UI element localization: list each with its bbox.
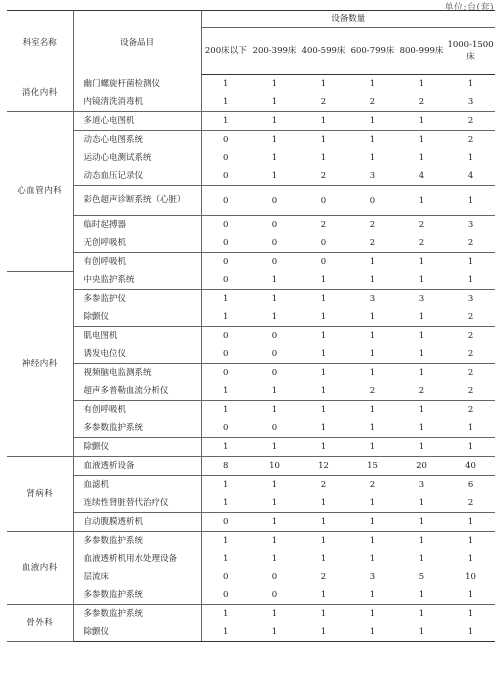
equipment-name: 肌电图机 [73, 327, 201, 346]
quantity-cell: 1 [250, 308, 299, 327]
quantity-cell: 1 [299, 112, 348, 131]
table-row [7, 167, 495, 186]
dept-name: 消化内科 [7, 75, 73, 112]
quantity-cell: 1 [320, 536, 327, 546]
quantity-cell: 1 [201, 382, 250, 401]
quantity-cell: 1 [369, 554, 376, 564]
quantity-cell: 0 [250, 419, 299, 438]
quantity-cell: 1 [201, 93, 250, 112]
quantity-cell: 1 [369, 331, 376, 341]
quantity-cell: 1 [271, 79, 278, 89]
quantity-cell: 0 [223, 331, 229, 341]
quantity-cell: 1 [418, 405, 425, 415]
quantity-cell: 1 [223, 609, 229, 619]
equipment-name: 多参数监护系统 [73, 586, 201, 605]
quantity-cell: 0 [348, 186, 397, 216]
quantity-cell: 1 [348, 586, 397, 605]
quantity-cell: 1 [320, 153, 327, 163]
equipment-name: 幽门螺旋杆菌检测仪 [73, 75, 201, 94]
header-dept: 科室名称 [7, 11, 73, 75]
quantity-cell: 1 [418, 368, 425, 378]
quantity-cell: 3 [467, 220, 474, 230]
table-row [7, 532, 495, 551]
quantity-cell: 3 [369, 294, 376, 304]
quantity-cell: 2 [467, 368, 474, 378]
table-row [7, 605, 495, 624]
quantity-cell: 1 [369, 368, 376, 378]
quantity-cell: 1 [397, 623, 446, 642]
table-row [7, 586, 495, 605]
quantity-cell: 1 [446, 419, 495, 438]
equipment-name: 动态心电图系统 [73, 131, 201, 150]
quantity-cell: 2 [467, 331, 474, 341]
quantity-cell: 1 [348, 494, 397, 513]
quantity-cell: 1 [201, 112, 250, 131]
quantity-cell: 1 [418, 331, 425, 341]
quantity-cell: 1 [250, 382, 299, 401]
quantity-cell: 1 [369, 79, 376, 89]
dept-name: 神经内科 [7, 271, 73, 457]
table-row [7, 364, 495, 383]
table-row [7, 550, 495, 568]
quantity-cell: 1 [271, 609, 278, 619]
equipment-table [7, 10, 495, 642]
header-tier: 600-799床 [348, 28, 397, 75]
table-row [7, 513, 495, 532]
quantity-cell: 2 [369, 220, 376, 230]
quantity-cell: 1 [397, 271, 446, 290]
quantity-cell: 1 [299, 513, 348, 532]
table-row [7, 419, 495, 438]
equipment-name: 有创呼吸机 [73, 401, 201, 420]
quantity-cell: 1 [348, 345, 397, 364]
equipment-name: 内镜清洗消毒机 [73, 93, 201, 112]
quantity-cell: 5 [418, 572, 425, 582]
quantity-cell: 1 [250, 167, 299, 186]
equipment-name: 除颤仪 [73, 623, 201, 642]
quantity-cell: 1 [250, 623, 299, 642]
quantity-cell: 1 [299, 271, 348, 290]
quantity-cell: 1 [348, 271, 397, 290]
equipment-name: 血液透析设备 [73, 457, 201, 476]
unit-note: 单位:台(套) [444, 3, 494, 13]
quantity-cell: 1 [446, 623, 495, 642]
quantity-cell: 1 [223, 536, 229, 546]
quantity-cell: 1 [299, 419, 348, 438]
quantity-cell: 2 [467, 405, 474, 415]
quantity-cell: 0 [223, 572, 229, 582]
quantity-cell: 2 [446, 112, 495, 131]
table-row [7, 568, 495, 586]
quantity-cell: 2 [446, 494, 495, 513]
quantity-cell: 1 [397, 186, 446, 216]
quantity-cell: 1 [201, 308, 250, 327]
quantity-cell: 0 [250, 234, 299, 253]
quantity-cell: 1 [348, 419, 397, 438]
quantity-cell: 1 [446, 186, 495, 216]
quantity-cell: 1 [348, 112, 397, 131]
quantity-cell: 1 [223, 79, 229, 89]
quantity-cell: 3 [446, 93, 495, 112]
quantity-cell: 2 [348, 93, 397, 112]
table-row [7, 216, 495, 235]
quantity-cell: 1 [320, 554, 327, 564]
equipment-name: 血滤机 [73, 476, 201, 495]
equipment-name: 诱发电位仪 [73, 345, 201, 364]
quantity-cell: 1 [299, 382, 348, 401]
quantity-cell: 1 [271, 153, 278, 163]
quantity-cell: 1 [271, 135, 278, 145]
quantity-cell: 0 [223, 220, 229, 230]
quantity-cell: 3 [348, 167, 397, 186]
quantity-cell: 1 [271, 554, 278, 564]
equipment-name: 临时起搏器 [73, 216, 201, 235]
quantity-cell: 0 [223, 135, 229, 145]
quantity-cell: 1 [369, 135, 376, 145]
equipment-name: 除颤仪 [73, 308, 201, 327]
quantity-cell: 1 [348, 513, 397, 532]
quantity-cell: 2 [446, 345, 495, 364]
quantity-cell: 1 [418, 536, 425, 546]
quantity-cell: 0 [223, 257, 229, 267]
table-row [7, 253, 495, 272]
quantity-cell: 1 [320, 294, 327, 304]
equipment-name: 多参数监护系统 [73, 419, 201, 438]
table-row [7, 476, 495, 495]
quantity-cell: 1 [250, 513, 299, 532]
quantity-cell: 1 [467, 153, 474, 163]
quantity-cell: 1 [299, 345, 348, 364]
equipment-name: 多参监护仪 [73, 290, 201, 309]
quantity-cell: 1 [348, 623, 397, 642]
quantity-cell: 1 [418, 153, 425, 163]
table-row [7, 149, 495, 167]
quantity-cell: 1 [250, 438, 299, 457]
quantity-cell: 1 [201, 623, 250, 642]
quantity-cell: 1 [397, 438, 446, 457]
quantity-cell: 2 [418, 220, 425, 230]
quantity-cell: 0 [271, 572, 278, 582]
table-row [7, 186, 495, 216]
quantity-cell: 0 [201, 419, 250, 438]
table-row [7, 271, 495, 290]
quantity-cell: 1 [348, 438, 397, 457]
quantity-cell: 1 [369, 609, 376, 619]
table-row [7, 438, 495, 457]
quantity-cell: 8 [201, 457, 250, 476]
quantity-cell: 2 [467, 135, 474, 145]
equipment-name: 有创呼吸机 [73, 253, 201, 272]
quantity-cell: 1 [271, 480, 278, 490]
quantity-cell: 20 [397, 457, 446, 476]
quantity-cell: 1 [271, 536, 278, 546]
quantity-cell: 1 [418, 554, 425, 564]
quantity-cell: 2 [397, 93, 446, 112]
table-row [7, 112, 495, 131]
quantity-cell: 1 [250, 271, 299, 290]
quantity-cell: 2 [397, 382, 446, 401]
table-row [7, 131, 495, 150]
quantity-cell: 1 [299, 494, 348, 513]
quantity-cell: 2 [369, 480, 376, 490]
table-row [7, 93, 495, 112]
header-equip: 设备品目 [73, 11, 201, 75]
quantity-cell: 1 [397, 308, 446, 327]
quantity-cell: 1 [397, 345, 446, 364]
equipment-name: 自动腹膜透析机 [73, 513, 201, 532]
quantity-cell: 0 [271, 220, 278, 230]
quantity-cell: 1 [320, 609, 327, 619]
quantity-cell: 1 [446, 513, 495, 532]
quantity-cell: 1 [250, 494, 299, 513]
quantity-cell: 0 [201, 234, 250, 253]
table-row [7, 234, 495, 253]
table-row [7, 308, 495, 327]
quantity-cell: 1 [467, 554, 474, 564]
equipment-name: 视频脑电监测系统 [73, 364, 201, 383]
table-row [7, 401, 495, 420]
quantity-cell: 1 [369, 536, 376, 546]
table-row [7, 327, 495, 346]
quantity-cell: 0 [201, 513, 250, 532]
quantity-cell: 0 [201, 586, 250, 605]
quantity-cell: 1 [299, 623, 348, 642]
quantity-cell: 1 [418, 79, 425, 89]
equipment-name: 中央监护系统 [73, 271, 201, 290]
quantity-cell: 1 [418, 609, 425, 619]
quantity-cell: 0 [250, 345, 299, 364]
quantity-cell: 2 [320, 480, 327, 490]
dept-name: 心血管内科 [7, 112, 73, 272]
quantity-cell: 0 [201, 186, 250, 216]
quantity-cell: 1 [223, 554, 229, 564]
quantity-cell: 1 [397, 586, 446, 605]
quantity-cell: 0 [223, 368, 229, 378]
equipment-name: 多参数监护系统 [73, 532, 201, 551]
quantity-cell: 0 [223, 153, 229, 163]
quantity-cell: 2 [320, 572, 327, 582]
quantity-cell: 2 [446, 382, 495, 401]
quantity-cell: 1 [271, 405, 278, 415]
table-row [7, 494, 495, 513]
quantity-cell: 1 [223, 480, 229, 490]
header-tier: 400-599床 [299, 28, 348, 75]
quantity-cell: 1 [299, 586, 348, 605]
quantity-cell: 0 [271, 331, 278, 341]
quantity-cell: 1 [299, 438, 348, 457]
equipment-name: 血液透析机用水处理设备 [73, 550, 201, 568]
quantity-cell: 3 [467, 294, 474, 304]
quantity-cell: 2 [446, 308, 495, 327]
header-tier: 1000-1500床 [446, 28, 495, 75]
quantity-cell: 1 [320, 79, 327, 89]
equipment-name: 运动心电测试系统 [73, 149, 201, 167]
quantity-cell: 1 [299, 308, 348, 327]
quantity-cell: 0 [271, 368, 278, 378]
quantity-cell: 0 [271, 257, 278, 267]
quantity-cell: 1 [250, 93, 299, 112]
quantity-cell: 4 [446, 167, 495, 186]
quantity-cell: 1 [223, 405, 229, 415]
equipment-name: 多参数监护系统 [73, 605, 201, 624]
dept-name: 血液内科 [7, 532, 73, 605]
quantity-cell: 1 [271, 294, 278, 304]
quantity-cell: 1 [467, 79, 474, 89]
quantity-cell: 1 [397, 112, 446, 131]
table-row [7, 623, 495, 642]
equipment-name: 层流床 [73, 568, 201, 586]
quantity-cell: 1 [467, 609, 474, 619]
quantity-cell: 1 [467, 536, 474, 546]
quantity-cell: 0 [320, 257, 327, 267]
quantity-cell: 15 [348, 457, 397, 476]
quantity-cell: 10 [465, 572, 476, 582]
quantity-cell: 2 [397, 234, 446, 253]
quantity-cell: 1 [223, 294, 229, 304]
quantity-cell: 3 [369, 572, 376, 582]
quantity-cell: 4 [397, 167, 446, 186]
quantity-cell: 0 [201, 167, 250, 186]
quantity-cell: 3 [418, 480, 425, 490]
quantity-cell: 3 [418, 294, 425, 304]
quantity-cell: 1 [201, 438, 250, 457]
equipment-name: 连续性肾脏替代治疗仪 [73, 494, 201, 513]
quantity-cell: 40 [446, 457, 495, 476]
dept-name: 骨外科 [7, 605, 73, 642]
quantity-cell: 6 [467, 480, 474, 490]
quantity-cell: 0 [250, 186, 299, 216]
header-tier: 200-399床 [250, 28, 299, 75]
quantity-cell: 1 [250, 112, 299, 131]
equipment-name: 无创呼吸机 [73, 234, 201, 253]
equipment-name: 彩色超声诊断系统（心脏） [73, 186, 201, 216]
quantity-cell: 1 [446, 438, 495, 457]
quantity-cell: 1 [467, 257, 474, 267]
quantity-cell: 0 [201, 271, 250, 290]
quantity-cell: 1 [418, 257, 425, 267]
quantity-cell: 1 [369, 257, 376, 267]
quantity-cell: 1 [320, 405, 327, 415]
quantity-cell: 1 [320, 135, 327, 145]
header-group: 设备数量 [201, 11, 495, 28]
quantity-cell: 10 [250, 457, 299, 476]
equipment-name: 超声多普勒血流分析仪 [73, 382, 201, 401]
quantity-cell: 1 [446, 271, 495, 290]
quantity-cell: 2 [348, 234, 397, 253]
dept-name: 肾病科 [7, 457, 73, 532]
equipment-name: 动态血压记录仪 [73, 167, 201, 186]
equipment-name: 除颤仪 [73, 438, 201, 457]
quantity-cell: 2 [320, 220, 327, 230]
table-row [7, 290, 495, 309]
quantity-cell: 0 [201, 345, 250, 364]
quantity-cell: 0 [250, 586, 299, 605]
quantity-cell: 2 [299, 167, 348, 186]
quantity-cell: 1 [418, 135, 425, 145]
equipment-name: 多道心电图机 [73, 112, 201, 131]
quantity-cell: 1 [369, 153, 376, 163]
header-tier: 800-999床 [397, 28, 446, 75]
quantity-cell: 1 [320, 331, 327, 341]
quantity-cell: 1 [348, 308, 397, 327]
quantity-cell: 2 [446, 234, 495, 253]
quantity-cell: 1 [369, 405, 376, 415]
header-tier: 200床以下 [201, 28, 250, 75]
quantity-cell: 1 [397, 513, 446, 532]
quantity-cell: 2 [348, 382, 397, 401]
table-row [7, 382, 495, 401]
quantity-cell: 1 [446, 586, 495, 605]
table-row [7, 345, 495, 364]
quantity-cell: 2 [299, 93, 348, 112]
quantity-cell: 1 [320, 368, 327, 378]
header-row-top [7, 11, 495, 28]
table-row [7, 457, 495, 476]
table-body [7, 75, 495, 642]
quantity-cell: 0 [299, 234, 348, 253]
quantity-cell: 1 [397, 419, 446, 438]
table-row [7, 75, 495, 94]
quantity-cell: 0 [299, 186, 348, 216]
quantity-cell: 1 [397, 494, 446, 513]
quantity-cell: 1 [201, 494, 250, 513]
quantity-cell: 12 [299, 457, 348, 476]
